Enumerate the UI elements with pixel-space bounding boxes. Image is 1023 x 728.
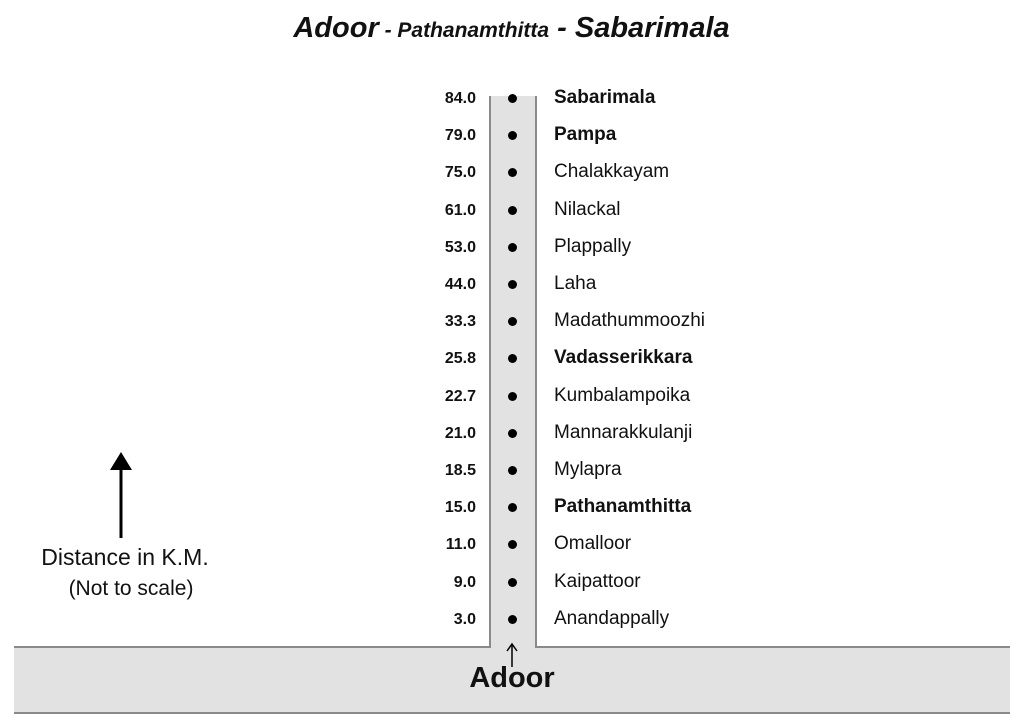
stop-row bbox=[0, 196, 1023, 226]
stop-dot-icon bbox=[508, 615, 517, 624]
title-separator: - bbox=[378, 19, 398, 42]
stop-name: Mylapra bbox=[554, 459, 622, 480]
stop-dot-icon bbox=[508, 94, 517, 103]
stop-dot-icon bbox=[508, 578, 517, 587]
stop-dot-icon bbox=[508, 466, 517, 475]
title-middle: Pathanamthitta bbox=[397, 19, 550, 42]
up-arrow-icon bbox=[108, 452, 134, 538]
title-end: Sabarimala bbox=[574, 12, 730, 44]
stop-name: Pampa bbox=[554, 124, 617, 146]
stop-dot-icon bbox=[508, 243, 517, 252]
stop-dot-icon bbox=[508, 540, 517, 549]
title-separator: - bbox=[549, 12, 575, 44]
stop-row bbox=[0, 419, 1023, 449]
stop-name: Vadasserikkara bbox=[554, 347, 693, 369]
stop-dot-icon bbox=[508, 168, 517, 177]
stop-dot-icon bbox=[508, 503, 517, 512]
distance-km: 21.0 bbox=[444, 424, 476, 442]
stop-name: Mannarakkulanji bbox=[554, 421, 693, 443]
diagram-title bbox=[0, 12, 1023, 45]
distance-km: 11.0 bbox=[445, 536, 476, 554]
distance-km: 53.0 bbox=[444, 238, 476, 256]
stop-name: Pathanamthitta bbox=[554, 496, 692, 518]
stop-row bbox=[0, 233, 1023, 263]
stop-dot-icon bbox=[508, 354, 517, 363]
distance-km: 44.0 bbox=[444, 276, 476, 293]
origin-label: Adoor bbox=[469, 662, 555, 694]
distance-km: 3.0 bbox=[453, 610, 476, 628]
stop-row bbox=[0, 158, 1023, 188]
stop-dot-icon bbox=[508, 206, 517, 215]
stop-name: Omalloor bbox=[554, 533, 632, 555]
stop-dot-icon bbox=[508, 280, 517, 289]
distance-km: 25.8 bbox=[444, 350, 476, 368]
stop-row bbox=[0, 307, 1023, 337]
stop-row bbox=[0, 456, 1023, 486]
distance-km: 15.0 bbox=[444, 499, 476, 517]
distance-km: 18.5 bbox=[444, 462, 476, 479]
stop-row bbox=[0, 493, 1023, 523]
distance-km: 9.0 bbox=[453, 573, 476, 591]
stop-name: Anandappally bbox=[554, 607, 670, 629]
distance-km: 84.0 bbox=[444, 90, 476, 107]
stop-dot-icon bbox=[508, 392, 517, 401]
stop-dot-icon bbox=[508, 429, 517, 438]
stop-name: Sabarimala bbox=[554, 87, 656, 108]
stop-dot-icon bbox=[508, 131, 517, 140]
distance-legend-label: Distance in K.M. bbox=[41, 544, 209, 570]
stop-row bbox=[0, 382, 1023, 412]
stop-row bbox=[0, 270, 1023, 300]
distance-km: 33.3 bbox=[444, 313, 476, 331]
stop-name: Kaipattoor bbox=[554, 570, 641, 592]
title-start: Adoor bbox=[293, 12, 379, 44]
stop-name: Kumbalampoika bbox=[554, 384, 691, 406]
stop-row bbox=[0, 121, 1023, 151]
stop-name: Madathummoozhi bbox=[554, 310, 706, 332]
distance-km: 22.7 bbox=[444, 387, 476, 405]
stop-name: Chalakkayam bbox=[554, 161, 670, 183]
distance-km: 79.0 bbox=[444, 127, 476, 145]
distance-km: 61.0 bbox=[444, 201, 476, 219]
scale-note: (Not to scale) bbox=[68, 577, 194, 600]
stop-name: Plappally bbox=[554, 235, 632, 257]
stop-row bbox=[0, 84, 1023, 114]
stop-row bbox=[0, 605, 1023, 635]
stop-name: Laha bbox=[554, 273, 597, 294]
distance-km: 75.0 bbox=[444, 164, 476, 182]
stop-dot-icon bbox=[508, 317, 517, 326]
stop-name: Nilackal bbox=[554, 198, 621, 220]
stop-row bbox=[0, 344, 1023, 374]
